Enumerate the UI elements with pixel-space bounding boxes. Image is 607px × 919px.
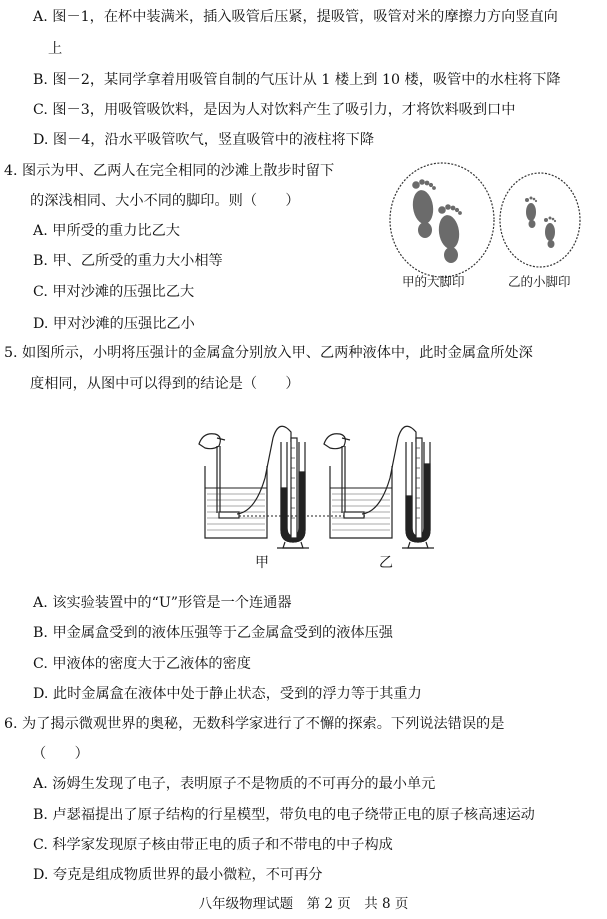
q4-option-a: A. 甲所受的重力比乙大: [33, 223, 180, 239]
q5-option-b: B. 甲金属盒受到的液体压强等于乙金属盒受到的液体压强: [33, 625, 393, 641]
q6-option-b: B. 卢瑟福提出了原子结构的行星模型，带负电的电子绕带正电的原子核高速运动: [33, 807, 535, 823]
q4-stem-line1: 4. 图示为甲、乙两人在完全相同的沙滩上散步时留下: [4, 163, 335, 179]
setup-right: [324, 426, 434, 548]
q5-option-a: A. 该实验装置中的“U”形管是一个连通器: [33, 595, 292, 611]
q4-option-d: D. 甲对沙滩的压强比乙小: [33, 316, 195, 332]
page-footer: 八年级物理试题 第 2 页 共 8 页: [198, 896, 409, 912]
q3-option-c: C. 图－3，用吸管吸饮料，是因为人对饮料产生了吸引力，才将饮料吸到口中: [33, 102, 516, 118]
q3-option-a-line2: 上: [48, 41, 63, 57]
q3-option-b: B. 图－2，某同学拿着用吸管自制的气压计从 1 楼上到 10 楼，吸管中的水柱将下降: [33, 72, 561, 88]
q6-stem-line2: （ ）: [32, 746, 89, 762]
q6-option-d: D. 夸克是组成物质世界的最小微粒，不可再分: [33, 867, 323, 883]
q6-option-a: A. 汤姆生发现了电子，表明原子不是物质的不可再分的最小单元: [33, 776, 436, 792]
footprint-figure: [388, 160, 588, 295]
q5-stem-line1: 5. 如图所示，小明将压强计的金属盒分别放入甲、乙两种液体中，此时金属盒所处深: [4, 345, 533, 361]
q5-option-d: D. 此时金属盒在液体中处于静止状态，受到的浮力等于其重力: [33, 686, 422, 702]
pressure-gauge-diagram: [195, 418, 445, 558]
q6-option-c: C. 科学家发现原子核由带正电的质子和不带电的中子构成: [33, 837, 393, 853]
q5-option-c: C. 甲液体的密度大于乙液体的密度: [33, 656, 251, 672]
setup-left: [199, 426, 309, 548]
q4-option-b: B. 甲、乙所受的重力大小相等: [33, 253, 223, 269]
q6-stem-line1: 6. 为了揭示微观世界的奥秘，无数科学家进行了不懈的探索。下列说法错误的是: [4, 716, 505, 732]
gauge-label-left: 甲: [255, 555, 269, 571]
footprint-label-right: 乙的小脚印: [508, 274, 571, 289]
q4-stem-line2: 的深浅相同、大小不同的脚印。则（ ）: [30, 193, 300, 209]
q3-option-d: D. 图－4，沿水平吸管吹气，竖直吸管中的液柱将下降: [33, 132, 375, 148]
gauge-label-right: 乙: [379, 555, 393, 571]
footprint-label-left: 甲的大脚印: [402, 274, 465, 289]
q3-option-a-line1: A. 图－1，在杯中装满米，插入吸管后压紧，提吸管，吸管对米的摩擦力方向竖直向: [33, 9, 558, 25]
pressure-gauge-figure: [195, 418, 445, 578]
q5-stem-line2: 度相同，从图中可以得到的结论是（ ）: [30, 376, 300, 392]
q4-option-c: C. 甲对沙滩的压强比乙大: [33, 284, 195, 300]
